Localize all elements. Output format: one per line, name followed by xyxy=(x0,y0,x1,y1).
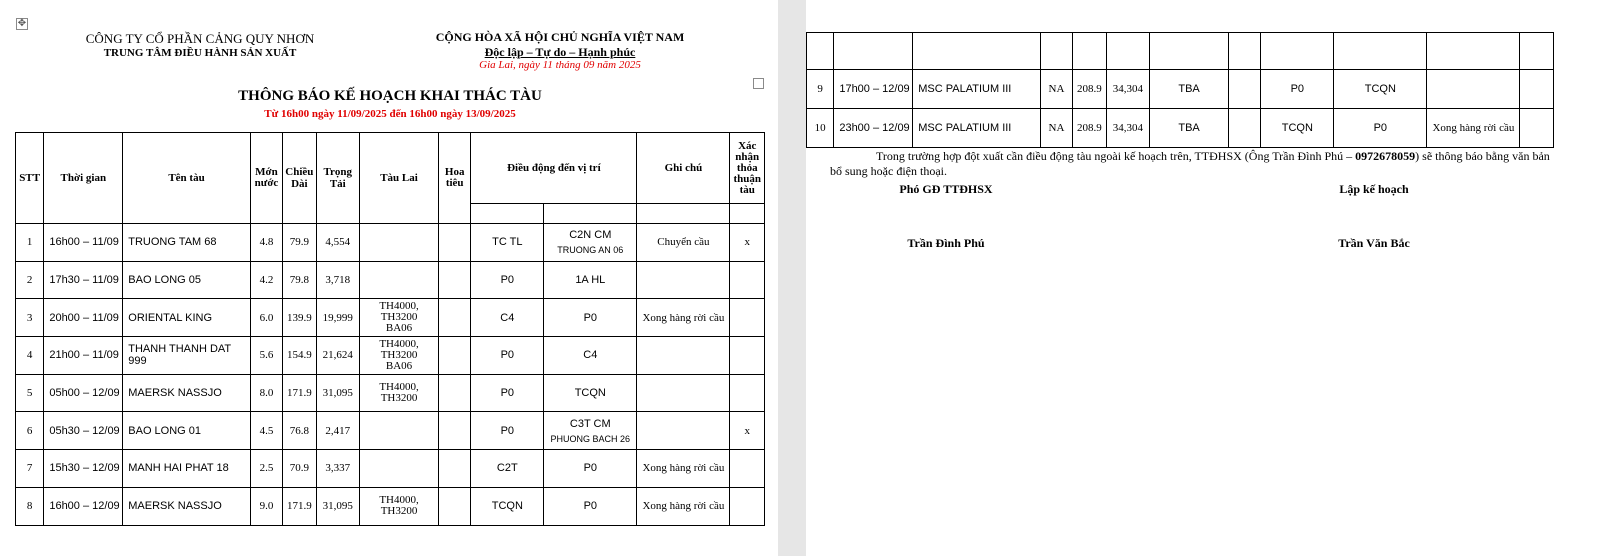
cell-move-from: P0 xyxy=(471,412,544,450)
cell-length: 70.9 xyxy=(283,450,316,488)
cell-tug xyxy=(360,224,439,262)
cell-length: 208.9 xyxy=(1073,109,1106,148)
cell-ship: TRUONG TAM 68 xyxy=(123,224,251,262)
document-period: Từ 16h00 ngày 11/09/2025 đến 16h00 ngày 13/09/2025 xyxy=(264,108,516,120)
cell-draft: 4.5 xyxy=(250,412,282,450)
header-note-sub xyxy=(637,204,730,224)
header-tug: Tàu Lai xyxy=(360,133,439,224)
table-row xyxy=(16,261,765,299)
cell-move-to xyxy=(544,450,637,488)
cell-tonnage: 3,337 xyxy=(316,450,360,488)
cell-move-from: P0 xyxy=(471,337,544,375)
cell-tonnage: 2,417 xyxy=(316,412,360,450)
cell-tonnage: 19,999 xyxy=(316,299,360,337)
cell-time: 20h00 – 11/09 xyxy=(44,299,123,337)
cell-length: 208.9 xyxy=(1073,70,1106,109)
header-move-to xyxy=(544,204,637,224)
ship-plan-table xyxy=(15,132,765,526)
cell-ship: MANH HAI PHAT 18 xyxy=(123,450,251,488)
table-row xyxy=(807,70,1554,109)
cell-tug xyxy=(360,374,439,412)
table-move-handle-icon[interactable]: ✥ xyxy=(17,18,27,29)
cell-move-to xyxy=(544,412,637,450)
cell-move-to xyxy=(544,374,637,412)
cell-confirm xyxy=(1520,70,1554,109)
move-to-main: P0 xyxy=(583,500,598,513)
cell-length: 171.9 xyxy=(283,374,316,412)
cell-move-from: C4 xyxy=(471,299,544,337)
cell-confirm xyxy=(730,450,765,488)
move-to-main: TCQN xyxy=(574,387,606,400)
cell-pilot xyxy=(439,412,471,450)
cell-time: 23h00 – 12/09 xyxy=(834,109,913,148)
cell-ship: ORIENTAL KING xyxy=(123,299,251,337)
nation-motto: Độc lập – Tự do – Hạnh phúc xyxy=(484,45,636,59)
continued-header-row xyxy=(807,33,1554,70)
tug-line-1: TH4000, TH3200 xyxy=(379,494,419,518)
table-row xyxy=(16,450,765,488)
cell-tug: TBA xyxy=(1150,109,1229,148)
cell-length: 76.8 xyxy=(283,412,316,450)
cell-move-from: TC TL xyxy=(471,224,544,262)
header-move-from xyxy=(471,204,544,224)
emergency-note: Trong trường hợp đột xuất cần điều động tàu ngoài kế hoạch trên, TTĐHSX (Ông Trần Đình Phú – 0972678059) sẽ thông báo bằng văn bản bổ sung hoặc điện thoại. xyxy=(830,149,1550,178)
cell-move-from: P0 xyxy=(471,374,544,412)
cell-move-to xyxy=(544,299,637,337)
cell-draft: 9.0 xyxy=(250,487,282,525)
cell-time: 05h00 – 12/09 xyxy=(44,374,123,412)
cell-confirm xyxy=(1520,109,1554,148)
cell-confirm: x xyxy=(730,224,765,262)
table-row xyxy=(16,487,765,525)
cell-confirm xyxy=(730,374,765,412)
cell-tonnage: 4,554 xyxy=(316,224,360,262)
cell-note xyxy=(1427,70,1520,109)
cell-tonnage: 31,095 xyxy=(316,487,360,525)
cell-move-to xyxy=(544,224,637,262)
header-tonnage: Trọng Tải xyxy=(316,133,360,224)
cell-stt: 1 xyxy=(16,224,44,262)
cell-tonnage: 21,624 xyxy=(316,337,360,375)
cell-ship: MSC PALATIUM III xyxy=(913,70,1041,109)
table-row xyxy=(16,337,765,375)
cell-move-to xyxy=(544,487,637,525)
table-row xyxy=(16,374,765,412)
cell-tonnage: 31,095 xyxy=(316,374,360,412)
cell-move-to: P0 xyxy=(1334,109,1427,148)
tug-line-1: TH4000, TH3200 xyxy=(379,300,419,324)
tug-line-1: TH4000, TH3200 xyxy=(379,381,419,405)
cell-ship: BAO LONG 05 xyxy=(123,261,251,299)
cell-time: 21h00 – 11/09 xyxy=(44,337,123,375)
cell-note xyxy=(637,261,730,299)
cell-tug xyxy=(360,261,439,299)
cell-stt: 5 xyxy=(16,374,44,412)
nation-title: CỘNG HÒA XÃ HỘI CHỦ NGHĨA VIỆT NAM xyxy=(435,30,685,44)
cell-stt: 2 xyxy=(16,261,44,299)
cell-confirm xyxy=(730,487,765,525)
cell-move-to xyxy=(544,261,637,299)
cell-time: 16h00 – 12/09 xyxy=(44,487,123,525)
cell-pilot xyxy=(439,224,471,262)
cell-tug xyxy=(360,299,439,337)
table-row xyxy=(16,299,765,337)
cell-pilot xyxy=(1229,70,1261,109)
cell-pilot xyxy=(439,374,471,412)
cell-stt: 4 xyxy=(16,337,44,375)
cell-move-from: P0 xyxy=(471,261,544,299)
company-unit: TRUNG TÂM ĐIỀU HÀNH SẢN XUẤT xyxy=(103,47,297,59)
cell-tonnage: 34,304 xyxy=(1106,109,1150,148)
cell-stt: 9 xyxy=(807,70,834,109)
cell-confirm: x xyxy=(730,412,765,450)
cell-tug: TBA xyxy=(1150,70,1229,109)
tug-line-1: TH4000, TH3200 xyxy=(379,337,419,361)
cell-note xyxy=(637,337,730,375)
cell-draft: 4.8 xyxy=(250,224,282,262)
header-confirm-sub xyxy=(730,204,765,224)
move-to-main: P0 xyxy=(583,311,598,324)
table-row xyxy=(16,224,765,262)
cell-stt: 8 xyxy=(16,487,44,525)
signer-left-role: Phó GĐ TTĐHSX xyxy=(899,182,993,196)
cell-pilot xyxy=(439,450,471,488)
signer-right-role: Lập kế hoạch xyxy=(1339,182,1409,196)
cell-draft: 8.0 xyxy=(250,374,282,412)
cell-move-from: P0 xyxy=(1261,70,1334,109)
cell-ship: MSC PALATIUM III xyxy=(913,109,1041,148)
cell-pilot xyxy=(439,261,471,299)
cell-note: Xong hàng rời cầu xyxy=(637,450,730,488)
cell-draft: 5.6 xyxy=(250,337,282,375)
header-draft: Mớn nước xyxy=(250,133,282,224)
cell-ship: MAERSK NASSJO xyxy=(123,374,251,412)
cell-draft: 6.0 xyxy=(250,299,282,337)
tug-line-2: BA06 xyxy=(385,322,413,335)
header-move: Điều động đến vị trí xyxy=(471,133,637,204)
header-stt: STT xyxy=(16,133,44,224)
cell-length: 171.9 xyxy=(283,487,316,525)
company-name: CÔNG TY CỔ PHẦN CẢNG QUY NHƠN xyxy=(85,31,315,46)
move-to-main: 1A HL xyxy=(575,274,606,287)
cell-draft: NA xyxy=(1040,109,1072,148)
cell-stt: 3 xyxy=(16,299,44,337)
cell-tug xyxy=(360,450,439,488)
document-title: THÔNG BÁO KẾ HOẠCH KHAI THÁC TÀU xyxy=(238,88,542,104)
table-row xyxy=(16,412,765,450)
cell-confirm xyxy=(730,299,765,337)
signer-right-name: Trần Văn Bắc xyxy=(1338,236,1410,250)
cell-length: 79.8 xyxy=(283,261,316,299)
move-to-main: P0 xyxy=(583,462,598,475)
cell-stt: 10 xyxy=(807,109,834,148)
cell-confirm xyxy=(730,337,765,375)
cell-move-from: TCQN xyxy=(1261,109,1334,148)
cell-pilot xyxy=(439,299,471,337)
header-time: Thời gian xyxy=(44,133,123,224)
cell-note xyxy=(637,374,730,412)
cell-pilot xyxy=(439,337,471,375)
cell-pilot xyxy=(1229,109,1261,148)
cell-ship: BAO LONG 01 xyxy=(123,412,251,450)
cell-draft: 2.5 xyxy=(250,450,282,488)
document-page-2 xyxy=(806,0,1600,556)
cell-time: 17h00 – 12/09 xyxy=(834,70,913,109)
cell-length: 79.9 xyxy=(283,224,316,262)
cell-time: 16h00 – 11/09 xyxy=(44,224,123,262)
header-pilot: Hoa tiêu xyxy=(439,133,471,224)
cell-tonnage: 3,718 xyxy=(316,261,360,299)
cell-tug xyxy=(360,412,439,450)
cell-ship: MAERSK NASSJO xyxy=(123,487,251,525)
cell-draft: NA xyxy=(1040,70,1072,109)
cell-tug xyxy=(360,487,439,525)
move-to-main: C4 xyxy=(583,349,598,362)
cell-length: 154.9 xyxy=(283,337,316,375)
signer-left-name: Trần Đình Phú xyxy=(907,236,985,250)
cell-move-to xyxy=(544,337,637,375)
cell-move-from: C2T xyxy=(471,450,544,488)
cell-note xyxy=(637,412,730,450)
move-to-sub: PHUONG BACH 26 xyxy=(550,433,631,444)
table-row xyxy=(807,109,1554,148)
cell-tonnage: 34,304 xyxy=(1106,70,1150,109)
move-to-main: C2N CM xyxy=(569,229,612,242)
tug-line-2: BA06 xyxy=(385,359,413,372)
cell-draft: 4.2 xyxy=(250,261,282,299)
cell-note: Xong hàng rời cầu xyxy=(637,487,730,525)
header-confirm: Xác nhận thỏa thuận tàu xyxy=(730,133,765,204)
cell-time: 05h30 – 12/09 xyxy=(44,412,123,450)
ship-plan-table-continued xyxy=(806,32,1554,148)
cell-time: 17h30 – 11/09 xyxy=(44,261,123,299)
cell-time: 15h30 – 12/09 xyxy=(44,450,123,488)
table-resize-handle-icon[interactable] xyxy=(753,78,764,89)
move-to-main: C3T CM xyxy=(569,417,611,430)
cell-note: Chuyển cầu xyxy=(637,224,730,262)
cell-confirm xyxy=(730,261,765,299)
place-date: Gia Lai, ngày 11 tháng 09 năm 2025 xyxy=(479,59,641,71)
cell-move-from: TCQN xyxy=(471,487,544,525)
cell-stt: 6 xyxy=(16,412,44,450)
cell-ship: THANH THANH DAT 999 xyxy=(123,337,251,375)
cell-stt: 7 xyxy=(16,450,44,488)
header-length: Chiều Dài xyxy=(283,133,316,224)
cell-length: 139.9 xyxy=(283,299,316,337)
document-page-1 xyxy=(0,0,778,556)
cell-note: Xong hàng rời cầu xyxy=(1427,109,1520,148)
header-ship: Tên tàu xyxy=(123,133,251,224)
phone-number: 0972678059 xyxy=(1355,149,1416,163)
header-note: Ghi chú xyxy=(637,133,730,204)
cell-note: Xong hàng rời cầu xyxy=(637,299,730,337)
move-to-sub: TRUONG AN 06 xyxy=(557,245,624,256)
cell-tug xyxy=(360,337,439,375)
cell-move-to: TCQN xyxy=(1334,70,1427,109)
cell-pilot xyxy=(439,487,471,525)
